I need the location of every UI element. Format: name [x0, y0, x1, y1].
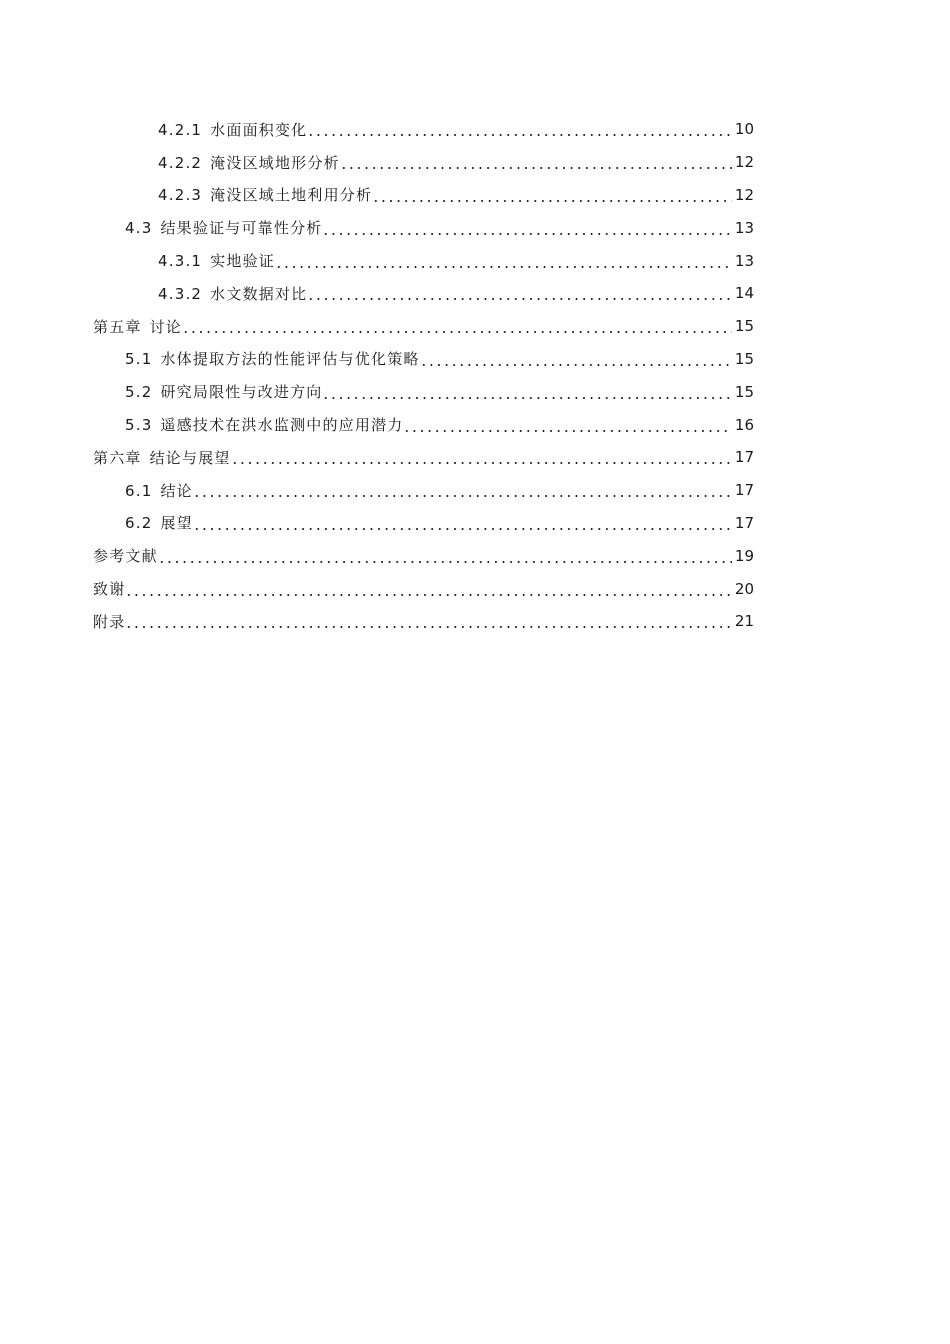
- toc-entry-page: 21: [734, 612, 754, 631]
- toc-entry-title: 结果验证与可靠性分析: [160, 219, 323, 238]
- toc-entry-number: 5.1: [125, 350, 153, 369]
- dot-leader: [403, 416, 732, 434]
- dot-leader: [275, 252, 732, 270]
- toc-entry-page: 17: [734, 513, 754, 532]
- toc-entry-number: 4.2.1: [158, 120, 203, 139]
- dot-leader: [340, 153, 732, 171]
- toc-entry-4-2-1[interactable]: [0, 113, 950, 146]
- toc-entry-title: 研究局限性与改进方向: [160, 383, 323, 402]
- toc-entry-page: 19: [734, 546, 754, 565]
- toc-entry-page: 17: [734, 481, 754, 500]
- toc-entry-5-3[interactable]: [0, 408, 950, 441]
- dot-leader: [420, 350, 732, 368]
- dot-leader: [322, 219, 732, 237]
- toc-entry-title: 淹没区域土地利用分析: [210, 186, 373, 205]
- toc-entry-page: 13: [734, 251, 754, 270]
- toc-entry-title: 水体提取方法的性能评估与优化策略: [160, 350, 420, 369]
- dot-leader: [372, 186, 732, 204]
- toc-entry-number: 5.2: [125, 383, 153, 402]
- toc-entry-number: 6.2: [125, 514, 153, 533]
- toc-entry-title: 参考文献: [93, 547, 158, 566]
- toc-entry-acknowledgements[interactable]: [0, 572, 950, 605]
- dot-leader: [182, 317, 732, 335]
- toc-entry-title: 实地验证: [210, 252, 275, 271]
- toc-entry-page: 12: [734, 153, 754, 172]
- toc-entry-6-1[interactable]: [0, 474, 950, 507]
- toc-entry-title: 附录: [93, 612, 126, 631]
- toc-entry-title: 讨论: [149, 317, 183, 336]
- toc-entry-page: 17: [734, 448, 754, 467]
- toc-entry-page: 20: [734, 579, 754, 598]
- toc-entry-number: 5.3: [125, 416, 153, 435]
- toc-entry-page: 13: [734, 218, 754, 237]
- toc-entry-page: 12: [734, 185, 754, 204]
- toc-entry-number: 4.3.2: [158, 284, 203, 303]
- toc-entry-number: 4.2.3: [158, 186, 203, 205]
- toc-entry-4-3[interactable]: [0, 211, 950, 244]
- dot-leader: [307, 284, 732, 302]
- dot-leader: [125, 612, 732, 630]
- toc-entry-title: 结论: [160, 481, 193, 500]
- table-of-contents: [0, 113, 950, 638]
- toc-entry-4-2-3[interactable]: [0, 179, 950, 212]
- toc-entry-number: 第五章: [93, 317, 142, 336]
- toc-entry-title: 水面面积变化: [210, 120, 308, 139]
- toc-entry-page: 10: [734, 120, 754, 139]
- dot-leader: [307, 120, 732, 138]
- toc-entry-chapter-6[interactable]: [0, 441, 950, 474]
- toc-entry-5-2[interactable]: [0, 375, 950, 408]
- toc-entry-page: 15: [734, 349, 754, 368]
- toc-entry-title: 致谢: [93, 580, 126, 599]
- toc-entry-title: 结论与展望: [149, 448, 231, 467]
- toc-entry-appendix[interactable]: [0, 605, 950, 638]
- dot-leader: [231, 448, 732, 466]
- toc-entry-title: 遥感技术在洪水监测中的应用潜力: [160, 416, 404, 435]
- toc-entry-references[interactable]: [0, 539, 950, 572]
- dot-leader: [125, 580, 732, 598]
- toc-entry-4-3-1[interactable]: [0, 244, 950, 277]
- toc-entry-number: 4.3: [125, 219, 153, 238]
- toc-entry-title: 水文数据对比: [210, 284, 308, 303]
- toc-entry-4-2-2[interactable]: [0, 146, 950, 179]
- toc-entry-title: 展望: [160, 514, 193, 533]
- toc-entry-number: 4.2.2: [158, 153, 203, 172]
- toc-entry-page: 14: [734, 284, 754, 303]
- toc-entry-number: 6.1: [125, 481, 153, 500]
- toc-entry-page: 15: [734, 317, 754, 336]
- toc-entry-6-2[interactable]: [0, 507, 950, 540]
- dot-leader: [193, 514, 732, 532]
- toc-entry-page: 16: [734, 415, 754, 434]
- toc-entry-number: 4.3.1: [158, 252, 203, 271]
- toc-entry-page: 15: [734, 382, 754, 401]
- dot-leader: [158, 547, 732, 565]
- dot-leader: [322, 383, 732, 401]
- toc-entry-5-1[interactable]: [0, 343, 950, 376]
- toc-entry-number: 第六章: [93, 448, 142, 467]
- dot-leader: [193, 481, 732, 499]
- toc-entry-chapter-5[interactable]: [0, 310, 950, 343]
- toc-entry-title: 淹没区域地形分析: [210, 153, 340, 172]
- toc-entry-4-3-2[interactable]: [0, 277, 950, 310]
